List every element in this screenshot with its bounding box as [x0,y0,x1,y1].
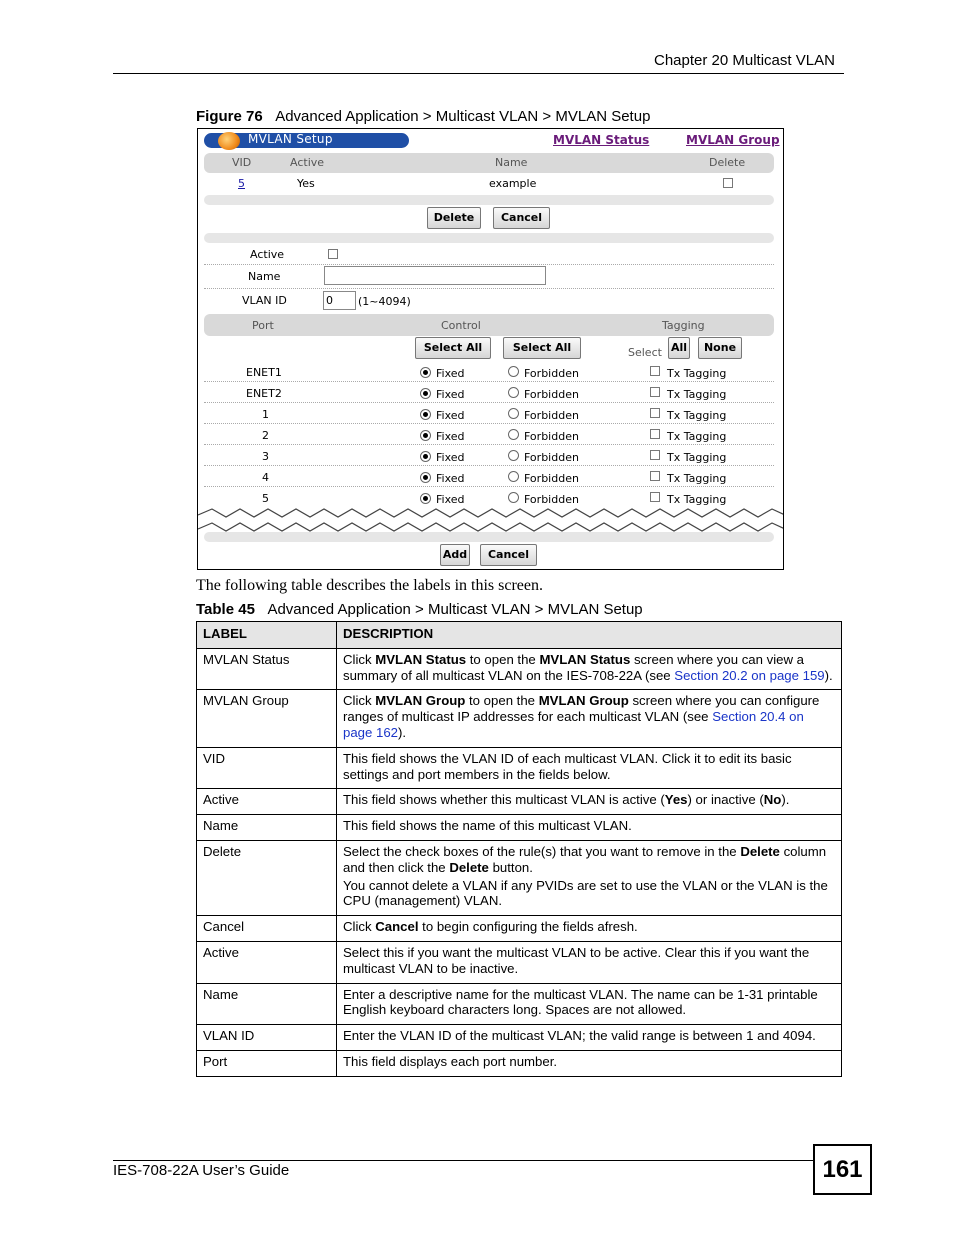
forbidden-radio[interactable] [508,450,519,461]
table-label: Table 45 [196,601,255,618]
forbidden-radio[interactable] [508,366,519,377]
tx-tagging-checkbox[interactable] [650,471,660,481]
tx-tagging-label: Tx Tagging [667,493,727,506]
port-label: 2 [262,429,269,442]
row-label: VID [197,747,337,789]
bold-text: MVLAN Status [539,651,631,667]
guide-title: IES-708-22A User’s Guide [113,1162,290,1179]
col-delete: Delete [709,156,746,169]
vid-link[interactable]: 5 [238,177,245,190]
port-label: 5 [262,492,269,505]
col-port: Port [252,319,274,332]
figure-caption [196,108,650,125]
bottom-band [204,532,774,542]
row-description: This field shows the name of this multicast VLAN. [337,815,842,841]
fixed-label: Fixed [436,388,465,401]
tx-tagging-label: Tx Tagging [667,367,727,380]
text: column and then click the [343,843,827,875]
text: ). [398,724,407,740]
paragraph: You cannot delete a VLAN if any PVIDs are set to use the VLAN or the VLAN is the CPU (management) VLAN. [343,877,828,909]
table-row [197,789,842,815]
table-row [197,747,842,789]
text: to open the [465,693,539,709]
fixed-radio[interactable] [420,388,431,399]
text: ). [781,792,790,808]
forbidden-label: Forbidden [524,472,579,485]
forbidden-label: Forbidden [524,430,579,443]
cancel-form-button[interactable]: Cancel [480,544,537,566]
text: ). [824,667,833,683]
row-description [337,789,842,815]
tx-tagging-checkbox[interactable] [650,408,660,418]
table-header-row [197,622,842,649]
row-label: Active [197,789,337,815]
fixed-radio[interactable] [420,493,431,504]
row-description [337,690,842,747]
footer-divider [113,1160,813,1161]
row-description: Select this if you want the multicast VLAN to be active. Clear this if you want the multicast VLAN to be inactive. [337,941,842,983]
row-label: Port [197,1050,337,1076]
col-control: Control [441,319,481,332]
table-caption [196,601,643,618]
port-label: ENET1 [246,366,282,379]
forbidden-label: Forbidden [524,388,579,401]
col-name: Name [495,156,528,169]
row-label: Name [197,815,337,841]
port-label: 3 [262,450,269,463]
screen-title: MVLAN Setup [248,132,333,146]
divider [204,264,774,265]
table-row [197,690,842,747]
forbidden-label: Forbidden [524,367,579,380]
cancel-button[interactable]: Cancel [493,207,550,229]
tx-tagging-label: Tx Tagging [667,388,727,401]
bold-text: MVLAN Group [375,693,466,709]
forbidden-radio[interactable] [508,492,519,503]
name-input[interactable] [324,266,546,285]
tx-tagging-checkbox[interactable] [650,492,660,502]
table-row [197,815,842,841]
tx-tagging-label: Tx Tagging [667,430,727,443]
vlan-id-range: (1~4094) [358,295,411,308]
row-label: Delete [197,840,337,915]
delete-button[interactable]: Delete [427,207,481,229]
row-description: This field displays each port number. [337,1050,842,1076]
tx-tagging-label: Tx Tagging [667,472,727,485]
forbidden-radio[interactable] [508,471,519,482]
row-description [337,840,842,915]
row-label: MVLAN Group [197,690,337,747]
row-label: Cancel [197,916,337,942]
tag-none-button[interactable]: None [698,337,742,359]
divider [204,444,774,445]
section-link[interactable]: Section 20.2 on page 159 [674,667,825,683]
bold-text: MVLAN Group [538,693,629,709]
col-vid: VID [232,156,252,169]
text: ) or inactive ( [687,792,764,808]
mvlan-setup-screenshot [197,128,784,570]
text: screen where you can configure ranges of multicast IP addresses for each multicast VLAN (see [343,693,820,725]
form-band [204,233,774,243]
active-checkbox[interactable] [328,249,338,259]
row-label: MVLAN Status [197,648,337,690]
fixed-label: Fixed [436,430,465,443]
table-row [197,1050,842,1076]
header-description: DESCRIPTION [337,622,842,649]
text: Click [343,651,376,667]
bold-text: Delete [740,843,780,859]
select-label: Select [628,346,662,359]
table-row [197,648,842,690]
table-row [197,941,842,983]
text: button. [488,859,533,875]
text: to open the [466,651,540,667]
divider [204,381,774,382]
row-description: Enter a descriptive name for the multicast VLAN. The name can be 1-31 printable English keyboard characters long. Spaces are not allowed. [337,983,842,1025]
row-label: VLAN ID [197,1025,337,1051]
description-table [196,621,842,1077]
tag-all-button[interactable]: All [668,337,690,359]
text: Click [343,919,376,935]
port-label: ENET2 [246,387,282,400]
fixed-radio[interactable] [420,451,431,462]
table-row [197,1025,842,1051]
tx-tagging-checkbox[interactable] [650,387,660,397]
table-row [197,983,842,1025]
bold-text: Delete [449,859,489,875]
tx-tagging-label: Tx Tagging [667,451,727,464]
row-description [337,916,842,942]
row-active-value: Yes [297,177,315,190]
bold-text: Cancel [375,919,419,935]
forbidden-radio[interactable] [508,429,519,440]
name-label: Name [248,270,281,283]
row-label: Active [197,941,337,983]
figure-label: Figure 76 [196,108,263,125]
figure-title: Advanced Application > Multicast VLAN > MVLAN Setup [275,108,651,125]
col-active: Active [290,156,325,169]
vlan-id-label: VLAN ID [242,294,287,307]
bold-text: MVLAN Status [375,651,467,667]
bold-text: Yes [664,792,688,808]
text: This field shows whether this multicast VLAN is active ( [343,792,665,808]
tx-tagging-label: Tx Tagging [667,409,727,422]
header-label: LABEL [197,622,337,649]
vlan-id-input[interactable]: 0 [323,291,356,310]
row-label: Name [197,983,337,1025]
text: Select the check boxes of the rule(s) that you want to remove in the [343,843,741,859]
table-row [197,840,842,915]
tx-tagging-checkbox[interactable] [650,366,660,376]
fixed-label: Fixed [436,409,465,422]
fixed-radio[interactable] [420,472,431,483]
forbidden-label: Forbidden [524,493,579,506]
fixed-label: Fixed [436,451,465,464]
page-number: 161 [813,1144,872,1195]
chapter-title: Chapter 20 Multicast VLAN [654,52,835,69]
fixed-label: Fixed [436,367,465,380]
select-all-forbidden-button[interactable]: Select All [503,337,581,359]
text: to begin configuring the fields afresh. [418,919,638,935]
divider [204,423,774,424]
divider [204,465,774,466]
divider [204,288,774,289]
list-footer-band [204,195,774,205]
port-label: 4 [262,471,269,484]
mvlan-group-link[interactable]: MVLAN Group [686,133,780,147]
col-tagging: Tagging [662,319,705,332]
bold-text: No [763,792,782,808]
forbidden-label: Forbidden [524,451,579,464]
tx-tagging-checkbox[interactable] [650,450,660,460]
mvlan-status-link[interactable]: MVLAN Status [553,133,650,147]
text: screen where you can view a summary of all multicast VLAN on the IES-708-22A (see [343,651,805,683]
fixed-radio[interactable] [420,430,431,441]
fixed-label: Fixed [436,472,465,485]
table-row [197,916,842,942]
active-label: Active [250,248,285,261]
row-description: This field shows the VLAN ID of each multicast VLAN. Click it to edit its basic settings and port members in the fields below. [337,747,842,789]
add-button[interactable]: Add [440,544,470,566]
port-label: 1 [262,408,269,421]
fixed-label: Fixed [436,493,465,506]
row-description: Enter the VLAN ID of the multicast VLAN; the valid range is between 1 and 4094. [337,1025,842,1051]
fixed-radio[interactable] [420,409,431,420]
tx-tagging-checkbox[interactable] [650,429,660,439]
forbidden-radio[interactable] [508,408,519,419]
table-title: Advanced Application > Multicast VLAN > MVLAN Setup [267,601,643,618]
fixed-radio[interactable] [420,367,431,378]
forbidden-radio[interactable] [508,387,519,398]
delete-checkbox[interactable] [723,178,733,188]
header-divider [113,73,844,74]
row-description [337,648,842,690]
divider [204,402,774,403]
title-orb-icon [218,132,240,150]
select-all-fixed-button[interactable]: Select All [415,337,491,359]
paragraph [343,844,835,876]
intro-paragraph: The following table describes the labels in this screen. [196,577,544,594]
section-link[interactable]: Section 20.4 on page 162 [343,709,804,740]
forbidden-label: Forbidden [524,409,579,422]
text: Click [343,693,376,709]
row-name-value: example [489,177,537,190]
divider [204,486,774,487]
